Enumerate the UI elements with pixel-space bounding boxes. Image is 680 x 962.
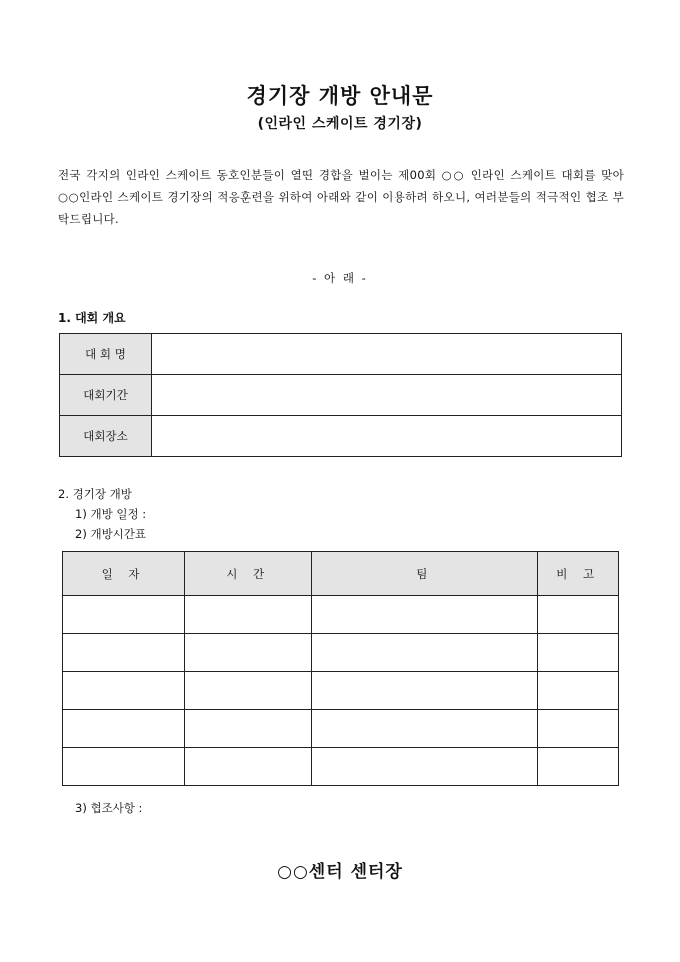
table-cell bbox=[312, 596, 538, 634]
table-row bbox=[63, 634, 619, 672]
table-cell bbox=[538, 634, 619, 672]
column-header: 비 고 bbox=[538, 552, 619, 596]
table-cell bbox=[63, 710, 185, 748]
table-row bbox=[63, 748, 619, 786]
separator-label: - 아 래 - bbox=[312, 271, 368, 285]
schedule-item: 1) 개방 일정 : bbox=[75, 507, 147, 521]
table-row bbox=[63, 710, 619, 748]
table-cell bbox=[312, 672, 538, 710]
column-header: 팀 bbox=[312, 552, 538, 596]
overview-value bbox=[152, 416, 622, 457]
table-cell bbox=[538, 748, 619, 786]
table-cell bbox=[312, 748, 538, 786]
overview-value bbox=[152, 334, 622, 375]
table-cell bbox=[63, 672, 185, 710]
table-row bbox=[63, 672, 619, 710]
document-title: 경기장 개방 안내문 bbox=[246, 83, 434, 108]
timetable-item: 2) 개방시간표 bbox=[75, 527, 147, 541]
table-cell bbox=[63, 596, 185, 634]
overview-label: 대 회 명 bbox=[60, 334, 152, 375]
table-row bbox=[60, 375, 622, 416]
table-cell bbox=[185, 634, 312, 672]
table-row bbox=[60, 416, 622, 457]
table-cell bbox=[538, 672, 619, 710]
table-cell bbox=[185, 672, 312, 710]
table-row bbox=[60, 334, 622, 375]
overview-table bbox=[59, 333, 622, 457]
table-header-row bbox=[63, 552, 619, 596]
table-cell bbox=[312, 710, 538, 748]
column-header: 일 자 bbox=[63, 552, 185, 596]
cooperation-item: 3) 협조사항 : bbox=[75, 801, 143, 815]
section2-heading: 2. 경기장 개방 bbox=[58, 487, 132, 501]
overview-value bbox=[152, 375, 622, 416]
table-cell bbox=[538, 710, 619, 748]
table-cell bbox=[538, 596, 619, 634]
table-cell bbox=[312, 634, 538, 672]
column-header: 시 간 bbox=[185, 552, 312, 596]
signature: ○○센터 센터장 bbox=[277, 862, 403, 882]
table-row bbox=[63, 596, 619, 634]
overview-label: 대회장소 bbox=[60, 416, 152, 457]
intro-paragraph: 전국 각지의 인라인 스케이트 동호인분들이 열띤 경합을 벌이는 제00회 ○○ 인라인 스케이트 대회를 맞아 ○○인라인 스케이트 경기장의 적응훈련을 위하여 아래와 같이 이용하려 하오니, 여러분들의 적극적인 협조 부탁드립니다. bbox=[58, 168, 624, 226]
table-cell bbox=[185, 596, 312, 634]
table-cell bbox=[63, 748, 185, 786]
section1-heading: 1. 대회 개요 bbox=[58, 311, 126, 325]
table-cell bbox=[63, 634, 185, 672]
overview-label: 대회기간 bbox=[60, 375, 152, 416]
table-cell bbox=[185, 710, 312, 748]
timetable-table bbox=[62, 551, 619, 786]
document-subtitle: (인라인 스케이트 경기장) bbox=[257, 116, 423, 132]
table-cell bbox=[185, 748, 312, 786]
